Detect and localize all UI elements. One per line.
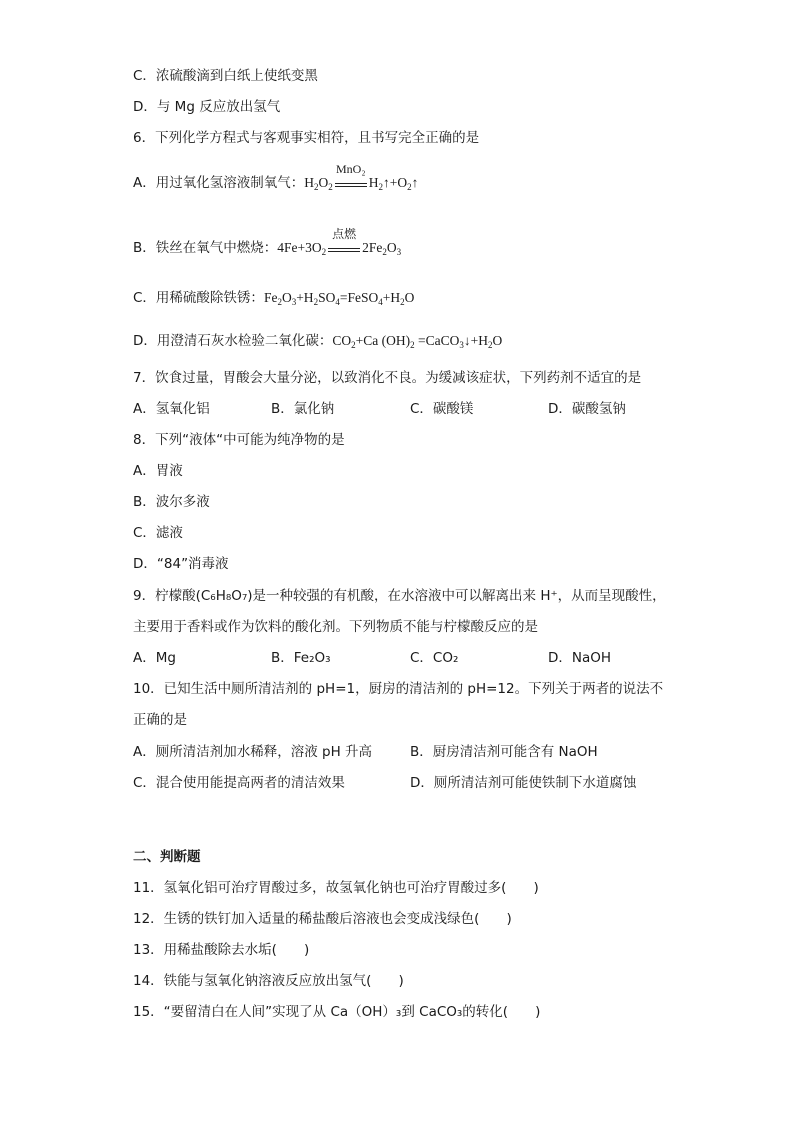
q10-stem-line1: 10．已知生活中厕所清洁剂的 pH=1，厨房的清洁剂的 pH=12。下列关于两者的说法不 <box>133 681 664 697</box>
q6-option-d <box>133 331 502 351</box>
q9-option-a: A．Mg <box>133 650 176 666</box>
q6-option-b-equation: $4Fe+3O_2$ 点燃 $2Fe_2O_3$ <box>277 240 401 255</box>
q10-option-c: C．混合使用能提高两者的清洁效果 <box>133 775 345 791</box>
q6-option-a <box>133 162 419 193</box>
judge-item-15: 15．“要留清白在人间”实现了从 Ca（OH）₃到 CaCO₃的转化( ) <box>133 1004 541 1020</box>
q8-option-d: D．“84”消毒液 <box>133 556 229 572</box>
q7-option-c: C．碳酸镁 <box>410 401 474 417</box>
q10-option-a: A．厕所清洁剂加水稀释，溶液 pH 升高 <box>133 744 373 760</box>
q6-option-c-equation: $Fe_2O_3+H_2SO_4=FeSO_4+H_2O$ <box>263 290 415 307</box>
q8-stem: 8．下列“液体“中可能为纯净物的是 <box>133 432 345 448</box>
q10-option-b: B．厨房清洁剂可能含有 NaOH <box>410 744 598 760</box>
q6-option-d-equation: $CO_2+Ca$ $(OH)_2$ $=CaCO_3↓+H_2O$ <box>332 333 503 350</box>
q5-option-c: C．浓硫酸滴到白纸上使纸变黑 <box>133 68 318 84</box>
judge-item-13: 13．用稀盐酸除去水垢( ) <box>133 942 310 958</box>
q6-option-b-text: B．铁丝在氧气中燃烧： <box>133 240 278 256</box>
q9-option-b: B．Fe₂O₃ <box>271 650 331 666</box>
q9-stem-line2: 主要用于香料或作为饮料的酸化剂。下列物质不能与柠檬酸反应的是 <box>133 619 538 635</box>
q6-option-a-equation: $H_2O_2$ MnO₂ $H_2↑+O_2↑$ <box>304 175 418 190</box>
q10-stem-line2: 正确的是 <box>133 712 187 728</box>
q7-stem: 7．饮食过量，胃酸会大量分泌，以致消化不良。为缓减该症状，下列药剂不适宜的是 <box>133 370 642 386</box>
q8-option-a: A．胃液 <box>133 463 183 479</box>
q9-stem-line1: 9．柠檬酸(C₆H₈O₇)是一种较强的有机酸，在水溶液中可以解离出来 H⁺，从而呈现酸性， <box>133 588 666 604</box>
section-heading-judge: 二、判断题 <box>133 849 201 865</box>
judge-item-14: 14．铁能与氢氧化钠溶液反应放出氢气( ) <box>133 973 404 989</box>
judge-item-11: 11．氢氧化铝可治疗胃酸过多，故氢氧化钠也可治疗胃酸过多( ) <box>133 880 539 896</box>
q10-option-d: D．厕所清洁剂可能使铁制下水道腐蚀 <box>410 775 637 791</box>
catalyst-label: MnO₂ <box>335 162 366 176</box>
q6-option-a-text: A．用过氧化氢溶液制氧气： <box>133 175 305 191</box>
q9-option-d: D．NaOH <box>548 650 612 666</box>
q5-option-d: D．与 Mg 反应放出氢气 <box>133 99 281 115</box>
q6-option-c <box>133 288 414 308</box>
q9-option-c: C．CO₂ <box>410 650 459 666</box>
ignite-label: 点燃 <box>332 227 357 241</box>
q8-option-c: C．滤液 <box>133 525 183 541</box>
q7-option-a: A．氢氧化铝 <box>133 401 210 417</box>
q6-option-b <box>133 227 402 258</box>
q7-option-d: D．碳酸氢钠 <box>548 401 626 417</box>
q6-option-c-text: C．用稀硫酸除铁锈： <box>133 290 264 306</box>
q6-option-d-text: D．用澄清石灰水检验二氧化碳： <box>133 333 333 349</box>
q8-option-b: B．波尔多液 <box>133 494 210 510</box>
judge-item-12: 12．生锈的铁钉加入适量的稀盐酸后溶液也会变成浅绿色( ) <box>133 911 512 927</box>
q7-option-b: B．氯化钠 <box>271 401 335 417</box>
q6-stem: 6．下列化学方程式与客观事实相符，且书写完全正确的是 <box>133 130 480 146</box>
